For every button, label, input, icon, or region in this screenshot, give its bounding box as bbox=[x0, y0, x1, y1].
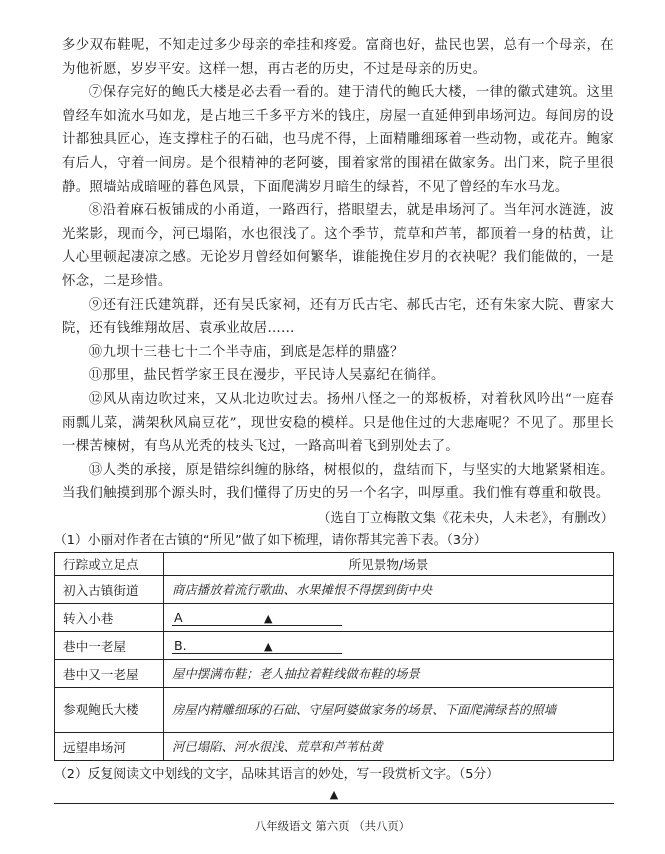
table-cell-scene: 商店播放着流行歌曲、水果摊恨不得摆到街中央 bbox=[164, 575, 614, 603]
paragraph-opening: 多少双布鞋呢，不知走过多少母亲的牵挂和疼爱。富商也好，盐民也罢，总有一个母亲，在为他祈愿，岁岁平安。这样一想，再古老的历史，不过是母亲的历史。 bbox=[62, 38, 614, 77]
table-cell-place: 初入古镇街道 bbox=[55, 575, 164, 603]
answer-line[interactable] bbox=[54, 801, 614, 804]
answer-blank-b[interactable] bbox=[172, 636, 342, 654]
table-row bbox=[55, 631, 614, 659]
answer-blank-a[interactable] bbox=[172, 608, 342, 626]
triangle-icon: ▲ bbox=[264, 640, 273, 654]
table-cell-place: 转入小巷 bbox=[55, 603, 164, 631]
table-cell-scene: 房屋内精雕细琢的石础、守屋阿婆做家务的场景、下面爬满绿苔的照墙 bbox=[164, 687, 614, 732]
table-cell-place: 参观鲍氏大楼 bbox=[55, 687, 164, 732]
table-row bbox=[55, 575, 614, 603]
table-row bbox=[55, 659, 614, 687]
question-1: （1）小丽对作者在古镇的“所见”做了如下梳理，请你帮其完善下表。（3分） bbox=[54, 532, 487, 548]
document-page bbox=[54, 34, 614, 804]
source-citation: （选自丁立梅散文集《花未央，人未老》，有删改） bbox=[317, 510, 614, 526]
table-cell-scene: 屋中摆满布鞋；老人抽拉着鞋线做布鞋的场景 bbox=[164, 659, 614, 687]
page-footer: 八年级语文 第六页 （共八页） bbox=[254, 819, 411, 833]
table-cell-scene: 河已塌陷、河水很浅、荒草和芦苇枯黄 bbox=[164, 732, 614, 760]
table-row bbox=[55, 687, 614, 732]
paragraph-8: ⑧沿着麻石板铺成的小甬道，一路西行，搭眼望去，就是串场河了。当年河水涟涟，波光桨影，现而今，河已塌陷，水也很浅了。这个季节，荒草和芦苇，都顶着一身的枯黄，让人心里顿起凄凉之感。无论岁月曾经如何繁华，谁能挽住岁月的衣袂呢？我们能做的，一是怀念，二是珍惜。 bbox=[62, 203, 614, 289]
paragraph-9: ⑨还有汪氏建筑群，还有吴氏家祠，还有万氏古宅、郝氏古宅，还有朱家大院、曹家大院，还有钱维翔故居、袁承业故居…… bbox=[62, 297, 614, 337]
table-cell-scene-blank bbox=[164, 603, 614, 631]
triangle-icon: ▲ bbox=[264, 612, 273, 626]
paragraph-11: ⑪那里，盐民哲学家王艮在漫步，平民诗人吴嘉纪在徜徉。 bbox=[88, 368, 445, 384]
table-row bbox=[55, 732, 614, 760]
table-cell-place: 巷中又一老屋 bbox=[55, 659, 164, 687]
paragraph-12: ⑫风从南边吹过来，又从北边吹过去。扬州八怪之一的郑板桥，对着秋风吟出“一庭春雨瓢儿菜，满架秋风扁豆花”，现世安稳的模样。只是他住过的大悲庵呢？不见了。那里长一棵苦楝树，有鸟从光秃的枝头飞过，一路高叫着飞到别处去了。 bbox=[62, 391, 614, 455]
table-row bbox=[55, 603, 614, 631]
paragraph-13: ⑬人类的承接，原是错综纠缠的脉络，树根似的，盘结而下，与坚实的大地紧紧相连。当我们触摸到那个源头时，我们懂得了历史的另一个名字，叫厚重。我们惟有尊重和敬畏。 bbox=[62, 462, 614, 502]
table-cell-scene-blank bbox=[164, 631, 614, 659]
table-header-scene: 所见景物/场景 bbox=[164, 552, 614, 575]
triangle-icon: ▲ bbox=[329, 787, 339, 801]
question-2: （2）反复阅读文中划线的文字，品味其语言的妙处，写一段赏析文字。（5分） bbox=[54, 766, 499, 782]
paragraph-10: ⑩九坝十三巷七十二个半寺庙，到底是怎样的鼎盛？ bbox=[88, 344, 404, 360]
table-cell-place: 巷中一老屋 bbox=[55, 631, 164, 659]
table-cell-place: 远望串场河 bbox=[55, 732, 164, 760]
table-header-place: 行踪或立足点 bbox=[55, 552, 164, 575]
answer-table bbox=[54, 552, 614, 761]
blank-label: B. bbox=[174, 638, 187, 654]
table-header-row bbox=[55, 552, 614, 575]
paragraph-7: ⑦保存完好的鲍氏大楼是必去看一看的。建于清代的鲍氏大楼，一律的徽式建筑。这里曾经车如流水马如龙，是占地三千多平方米的钱庄，房屋一直延伸到串场河边。每间房的设计都独具匠心，连支撑柱子的石础，也马虎不得，上面精雕细琢着一些动物，或花卉。鲍家有后人，守着一间房。是个很精神的老阿婆，围着家常的围裙在做家务。出门来，院子里很静。照墙站成暗哑的暮色风景，下面爬满岁月暗生的绿苔，不见了曾经的车水马龙。 bbox=[62, 85, 614, 195]
blank-label: A bbox=[174, 610, 183, 626]
